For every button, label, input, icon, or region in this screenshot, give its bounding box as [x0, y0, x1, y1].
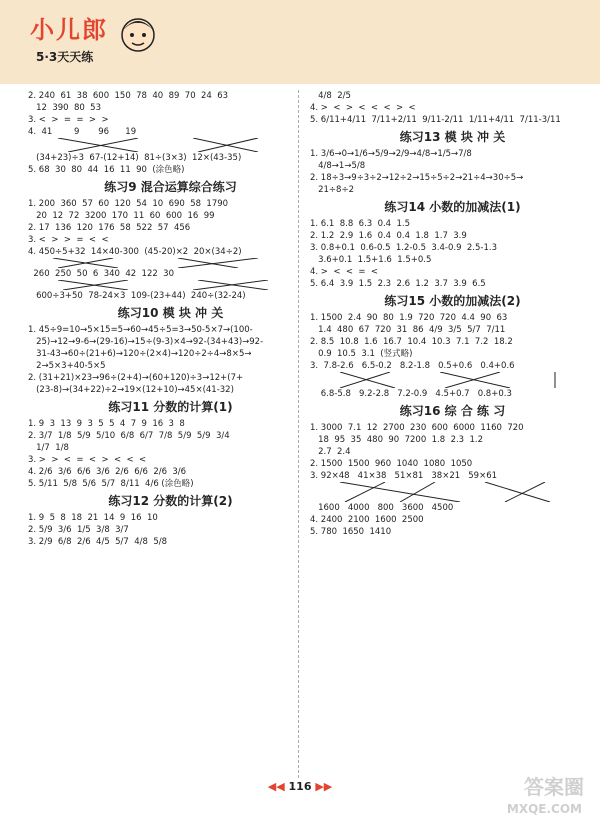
answer-line: 1. 3/6→0→1/6→5/9→2/9→4/8→1/5→7/8	[310, 149, 472, 159]
answer-line: 2. 3/7 1/8 5/9 5/10 6/8 6/7 7/8 5/9 5/9 3/4	[28, 431, 230, 441]
answer-line: 3. < > > = < <	[28, 235, 109, 245]
answer-line: 1600 4000 800 3600 4500	[310, 503, 454, 513]
right-column	[310, 90, 595, 780]
matching-lines	[28, 138, 313, 152]
answer-line: 0.9 10.5 3.1 (竖式略)	[310, 349, 413, 359]
answer-line: 4. 41 9 96 19	[28, 127, 137, 137]
answer-line: 4. > < > < < < > <	[310, 103, 416, 113]
brand-logo: 小儿郎	[30, 16, 108, 44]
answer-line: 1. 9 5 8 18 21 14 9 16 10	[28, 513, 158, 523]
answer-line: 1. 9 3 13 9 3 5 5 4 7 9 16 3 8	[28, 419, 185, 429]
answer-line: 2→5×3+40-5×5	[28, 361, 106, 371]
section-title: 练习16 综 合 练 习	[399, 404, 506, 418]
answer-line: 25)→12→9-6→(29-16)→15÷(9-3)×4→92-(34+43)→92-	[28, 337, 264, 347]
answer-line: 2. 1500 1500 960 1040 1080 1050	[310, 459, 473, 469]
answer-line: 31-43→60÷(21+6)→120÷(2×4)→120÷2÷4→8×5→	[28, 349, 252, 359]
answer-line: 5. 6/11+4/11 7/11+2/11 9/11-2/11 1/11+4/11 7/11-3/11	[310, 115, 561, 125]
answer-line: 4. 2400 2100 1600 2500	[310, 515, 424, 525]
answer-line: 4. 2/6 3/6 6/6 3/6 2/6 6/6 2/6 3/6	[28, 467, 187, 477]
answer-line: 3. < > = = > >	[28, 115, 109, 125]
answer-line: 600÷3+50 78-24×3 109-(23+44) 240÷(32-24)	[28, 291, 246, 301]
answer-line: 18 95 35 480 90 7200 1.8 2.3 1.2	[310, 435, 484, 445]
header	[0, 0, 600, 84]
right-arrows-icon: ▶▶	[315, 780, 333, 793]
answer-line: 4/8→1→5/8	[310, 161, 366, 171]
section-title: 练习15 小数的加减法(2)	[384, 294, 521, 308]
answer-line: 3.6+0.1 1.5+1.6 1.5+0.5	[310, 255, 432, 265]
watermark-url: MXQE.COM	[506, 802, 582, 816]
answer-line: 2. 17 136 120 176 58 522 57 456	[28, 223, 191, 233]
left-arrows-icon: ◀◀	[267, 780, 285, 793]
left-column	[28, 90, 313, 780]
answer-line: 3. 2/9 6/8 2/6 4/5 5/7 4/8 5/8	[28, 537, 167, 547]
answer-line: 4/8 2/5	[310, 91, 351, 101]
answer-line: 2. 18÷3→9÷3÷2→12÷2→15÷5÷2→21÷4→30÷5→	[310, 173, 524, 183]
answer-line: 3. 7.8-2.6 6.5-0.2 8.2-1.8 0.5+0.6 0.4+0.6	[310, 361, 515, 371]
answer-line: 2. (31+21)×23→96÷(2+4)→(60+120)÷3→12+(7+	[28, 373, 244, 383]
section-title: 练习9 混合运算综合练习	[104, 180, 237, 194]
series-name: 5·3天天练	[36, 50, 94, 64]
matching-lines	[310, 482, 595, 502]
answer-line: 1. 6.1 8.8 6.3 0.4 1.5	[310, 219, 411, 229]
answer-line: 5. 780 1650 1410	[310, 527, 392, 537]
answer-line: 1. 200 360 57 60 120 54 10 690 58 1790	[28, 199, 229, 209]
answer-line: 4. 450÷5+32 14×40-300 (45-20)×2 20×(34÷2)	[28, 247, 242, 257]
answer-line: 1.4 480 67 720 31 86 4/9 3/5 5/7 7/11	[310, 325, 506, 335]
answer-line: 5. 6.4 3.9 1.5 2.3 2.6 1.2 3.7 3.9 6.5	[310, 279, 486, 289]
matching-lines	[28, 280, 313, 290]
answer-line: (23-8)→(34+22)÷2→19×(12+10)→45×(41-32)	[28, 385, 234, 395]
answer-line: 1. 3000 7.1 12 2700 230 600 6000 1160 720	[310, 423, 524, 433]
watermark-logo: 答案圈	[524, 775, 584, 799]
answer-line: 5. 68 30 80 44 16 11 90 (涂色略)	[28, 165, 185, 175]
answer-line: 3. > > < = < > < < <	[28, 455, 147, 465]
answer-line: 3. 92×48 41×38 51×81 38×21 59×61	[310, 471, 498, 481]
matching-lines	[310, 372, 595, 388]
answer-line: 12 390 80 53	[28, 103, 101, 113]
section-title: 练习14 小数的加减法(1)	[384, 200, 521, 214]
section-title: 练习12 分数的计算(2)	[108, 494, 233, 508]
answer-line: 21÷8÷2	[310, 185, 354, 195]
section-title: 练习13 模 块 冲 关	[399, 130, 506, 144]
section-title: 练习11 分数的计算(1)	[108, 400, 233, 414]
answer-line: 5. 5/11 5/8 5/6 5/7 8/11 4/6 (涂色略)	[28, 479, 194, 489]
mascot-icon	[115, 10, 161, 56]
page-number: 116	[288, 780, 312, 793]
answer-line: 2. 5/9 3/6 1/5 3/8 3/7	[28, 525, 129, 535]
answer-line: 2. 1.2 2.9 1.6 0.4 0.4 1.8 1.7 3.9	[310, 231, 467, 241]
matching-lines	[28, 258, 313, 268]
answer-line: 4. > < < = <	[310, 267, 379, 277]
answer-line: 6.8-5.8 9.2-2.8 7.2-0.9 4.5+0.7 0.8+0.3	[310, 389, 512, 399]
answer-line: 2. 8.5 10.8 1.6 16.7 10.4 10.3 7.1 7.2 18.2	[310, 337, 513, 347]
answer-line: 1. 1500 2.4 90 80 1.9 720 720 4.4 90 63	[310, 313, 508, 323]
answer-line: 2.7 2.4	[310, 447, 351, 457]
answer-line: 3. 0.8+0.1 0.6-0.5 1.2-0.5 3.4-0.9 2.5-1.3	[310, 243, 497, 253]
section-title: 练习10 模 块 冲 关	[117, 306, 224, 320]
answer-line: 20 12 72 3200 170 11 60 600 16 99	[28, 211, 215, 221]
answer-line: 260 250 50 6 340 42 122 30	[28, 269, 174, 279]
page-footer	[0, 780, 600, 793]
answer-line: (34+23)÷3 67-(12+14) 81÷(3×3) 12×(43-35)	[28, 153, 242, 163]
answer-line: 2. 240 61 38 600 150 78 40 89 70 24 63	[28, 91, 229, 101]
answer-line: 1/7 1/8	[28, 443, 69, 453]
answer-line: 1. 45÷9=10→5×15=5→60→45÷5=3→50-5×7→(100-	[28, 325, 253, 335]
